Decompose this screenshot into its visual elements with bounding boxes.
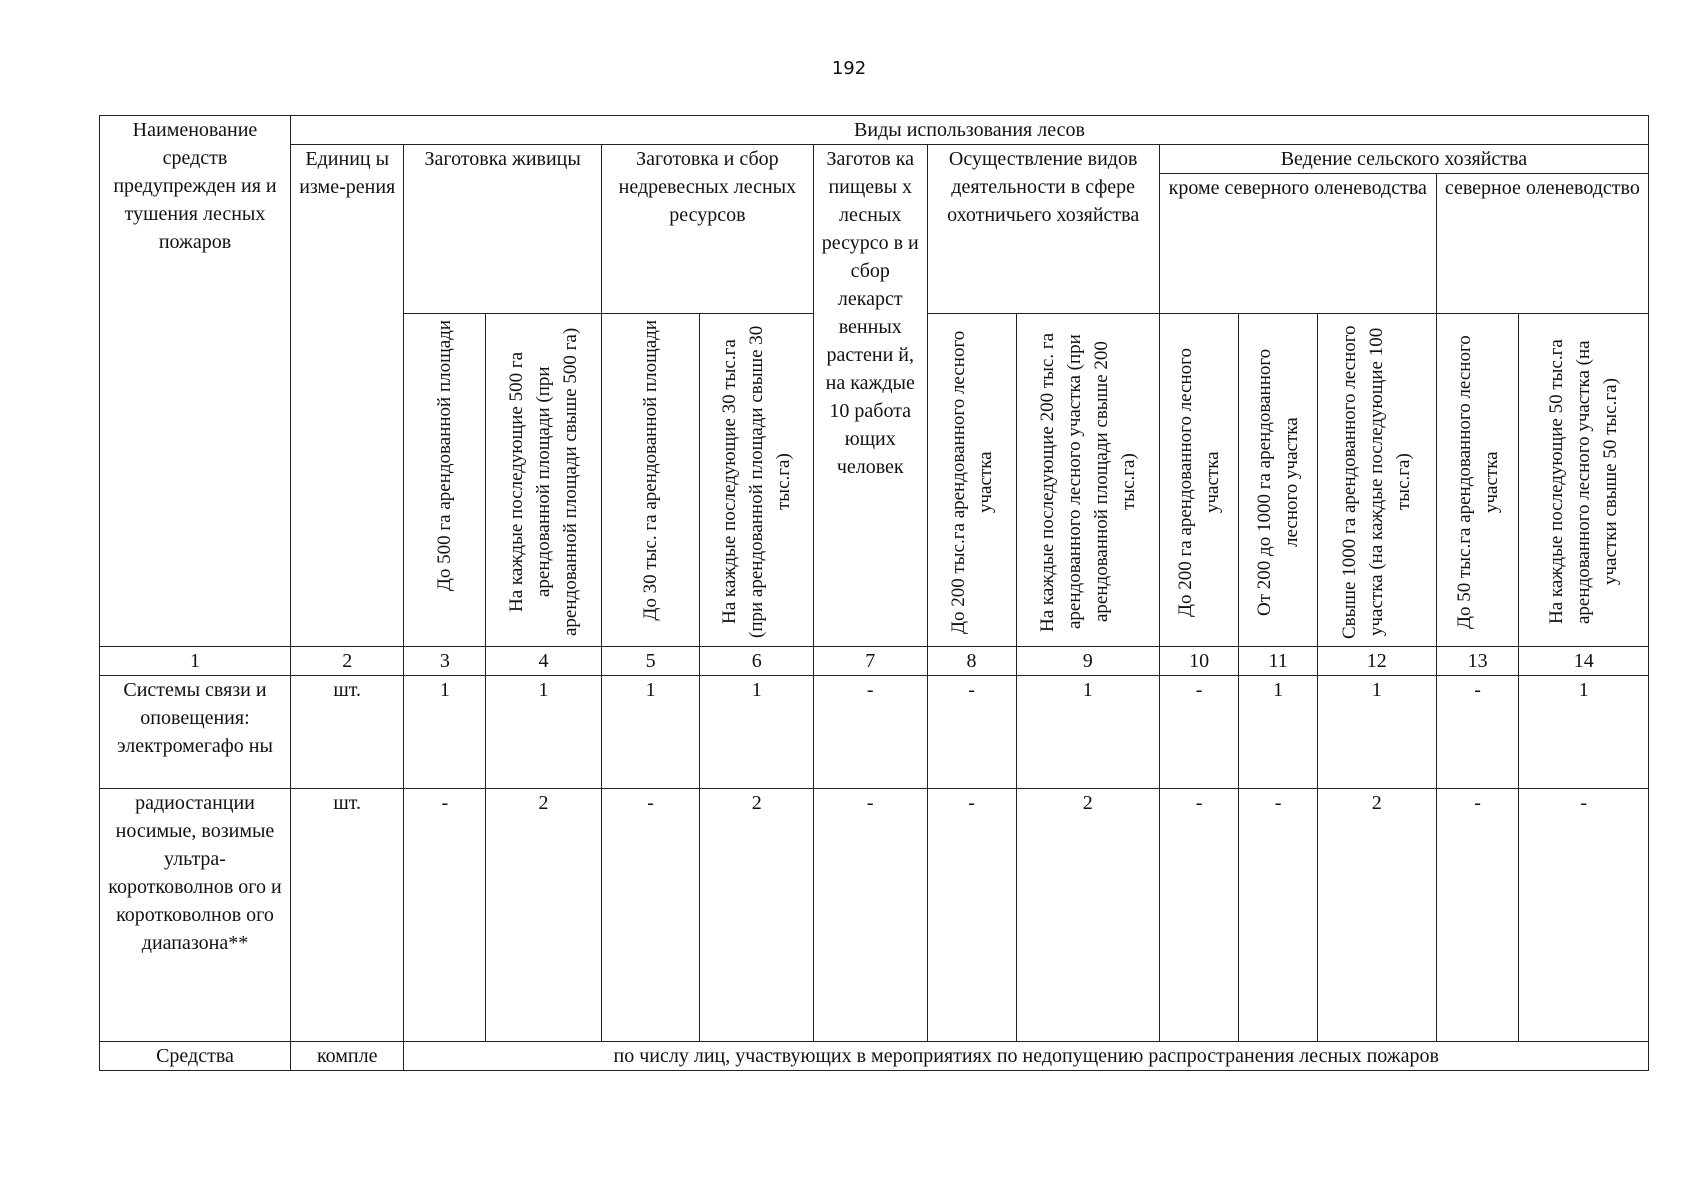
row-unit: компле [290, 1042, 404, 1071]
col-number: 10 [1159, 647, 1239, 676]
col-number: 3 [404, 647, 486, 676]
subheader-text: На каждые последующие 30 тыс.га (при арендованной площади свыше 30 тыс.га) [719, 325, 795, 639]
subheader-text: От 200 до 1000 га арендованного лесного участка [1254, 348, 1303, 616]
row-unit: шт. [290, 676, 404, 789]
col-number: 7 [813, 647, 927, 676]
cell-value: 1 [1016, 676, 1159, 789]
subheader-col-4 [486, 314, 602, 647]
cell-value: 2 [1317, 789, 1436, 1042]
row-name: радиостанции носимые, возимые ультра-коротковолнов ого и коротковолнов ого диапазона** [100, 789, 291, 1042]
row-unit: шт. [290, 789, 404, 1042]
cell-value: 1 [1317, 676, 1436, 789]
cell-value: - [927, 676, 1016, 789]
header-unit: Единиц ы изме-рения [290, 145, 404, 647]
subheader-col-11 [1239, 314, 1318, 647]
subheader-col-5 [601, 314, 700, 647]
subheader-text: До 200 тыс.га арендованного лесного участка [947, 330, 996, 634]
cell-value: - [1159, 676, 1239, 789]
col-number: 13 [1436, 647, 1519, 676]
subheader-text: До 30 тыс. га арендованной площади [640, 320, 662, 621]
page-number: 192 [831, 58, 867, 79]
cell-value: - [1519, 789, 1649, 1042]
cell-value: 1 [1239, 676, 1318, 789]
col-number: 2 [290, 647, 404, 676]
col-number: 9 [1016, 647, 1159, 676]
row-name: Системы связи и оповещения: электромегафо ны [100, 676, 291, 789]
table-row [100, 789, 1649, 1042]
header-food-resources: Заготов ка пищевы х лесных ресурсо в и сбор лекарст венных растени й, на каждые 10 работа ющих человек [813, 145, 927, 647]
subheader-text: На каждые последующие 50 тыс.га арендованного лесного участка (на участки свыше 50 тыс.га) [1546, 339, 1622, 625]
cell-value: - [813, 676, 927, 789]
cell-value: 2 [700, 789, 814, 1042]
header-nonwood-resources: Заготовка и сбор недревесных лесных ресурсов [601, 145, 813, 314]
subheader-col-12 [1317, 314, 1436, 647]
subheader-text: До 200 га арендованного лесного участка [1175, 347, 1224, 617]
subheader-col-9 [1016, 314, 1159, 647]
cell-value: 2 [486, 789, 602, 1042]
column-number-row [100, 647, 1649, 676]
cell-value: 1 [601, 676, 700, 789]
cell-value: 1 [700, 676, 814, 789]
col-number: 5 [601, 647, 700, 676]
col-number: 8 [927, 647, 1016, 676]
col-number: 11 [1239, 647, 1318, 676]
header-agri-reindeer: северное оленеводство [1436, 174, 1648, 314]
subheader-col-10 [1159, 314, 1239, 647]
col-number: 1 [100, 647, 291, 676]
header-resin-harvest: Заготовка живицы [404, 145, 601, 314]
col-number: 4 [486, 647, 602, 676]
table-row [100, 676, 1649, 789]
cell-value: - [1436, 789, 1519, 1042]
header-kinds-of-use: Виды использования лесов [290, 116, 1648, 145]
col-number: 12 [1317, 647, 1436, 676]
cell-value: - [927, 789, 1016, 1042]
cell-value: - [404, 789, 486, 1042]
row-name: Средства [100, 1042, 291, 1071]
subheader-col-13 [1436, 314, 1519, 647]
cell-value: - [601, 789, 700, 1042]
cell-value: 2 [1016, 789, 1159, 1042]
header-name-column: Наименование средств предупрежден ия и тушения лесных пожаров [100, 116, 291, 647]
subheader-text: На каждые последующие 500 га арендованной площади (при арендованной площади свыше 500 га) [505, 327, 581, 637]
subheader-text: На каждые последующие 200 тыс. га арендованного лесного участка (при арендованной площади свыше 200 тыс.га) [1036, 332, 1139, 632]
col-number: 14 [1519, 647, 1649, 676]
cell-value: - [1239, 789, 1318, 1042]
subheader-text: До 500 га арендованной площади [434, 320, 456, 592]
col-number: 6 [700, 647, 814, 676]
cell-value: 1 [404, 676, 486, 789]
cell-value: 1 [1519, 676, 1649, 789]
merged-cell: по числу лиц, участвующих в мероприятиях по недопущению распространения лесных пожаров [404, 1042, 1649, 1071]
subheader-text: До 50 тыс.га арендованного лесного участка [1453, 335, 1502, 629]
header-agriculture: Ведение сельского хозяйства [1159, 145, 1648, 174]
header-agri-except-reindeer: кроме северного оленеводства [1159, 174, 1436, 314]
fire-equipment-table [99, 115, 1649, 1071]
table-row [100, 1042, 1649, 1071]
cell-value: - [1436, 676, 1519, 789]
header-hunting: Осуществление видов деятельности в сфере охотничьего хозяйства [927, 145, 1159, 314]
subheader-col-3 [404, 314, 486, 647]
subheader-text: Свыше 1000 га арендованного лесного участка (на каждые последующие 100 тыс.га) [1339, 325, 1415, 639]
subheader-col-14 [1519, 314, 1649, 647]
subheader-col-8 [927, 314, 1016, 647]
cell-value: - [1159, 789, 1239, 1042]
subheader-col-6 [700, 314, 814, 647]
cell-value: 1 [486, 676, 602, 789]
cell-value: - [813, 789, 927, 1042]
